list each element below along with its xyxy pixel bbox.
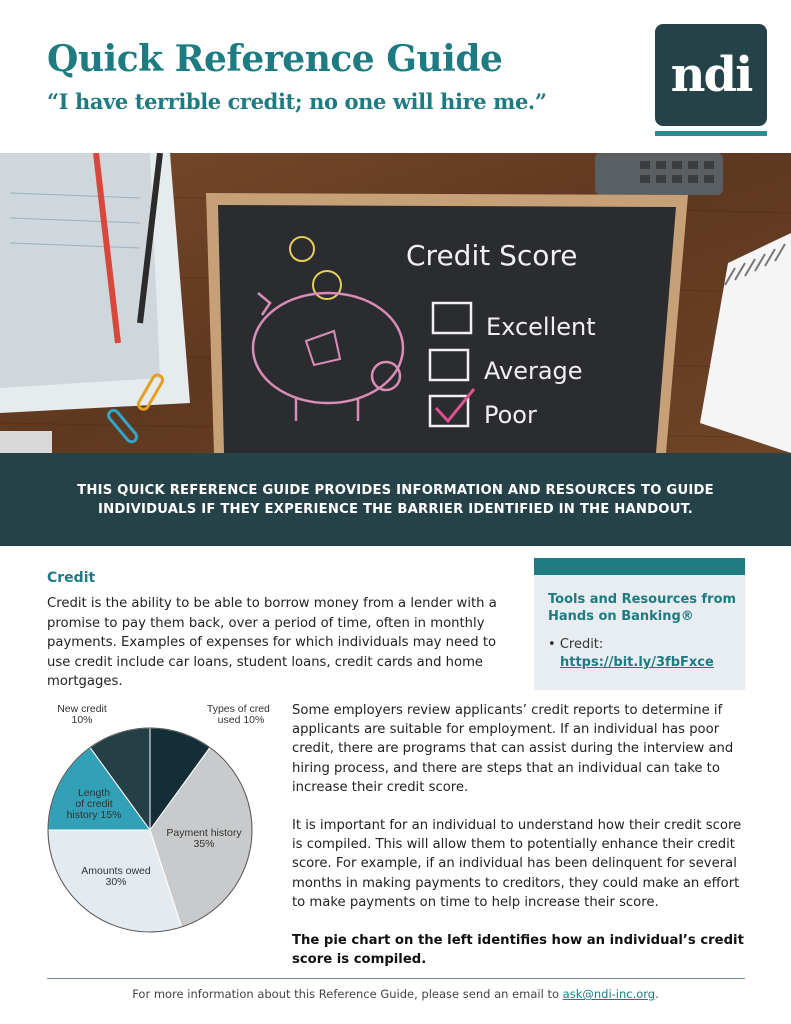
footer-text: For more information about this Reference Guide, please send an email to (132, 987, 559, 1001)
page-header (0, 0, 791, 152)
page-title: Quick Reference Guide (47, 38, 503, 80)
pie-chart-svg (40, 698, 270, 938)
bullet-icon: • (548, 637, 556, 652)
pie-label-2: Amounts owed 30% (81, 865, 151, 888)
chalk-title: Credit Score (406, 239, 578, 272)
logo-underline (655, 131, 767, 136)
tools-list-item (548, 636, 738, 672)
credit-heading: Credit (47, 570, 96, 586)
tools-panel-bar (534, 558, 745, 575)
main-text (292, 701, 750, 988)
tools-resources-panel (534, 558, 745, 690)
pie-label-1: Payment history 35% (166, 827, 242, 850)
tools-panel-title: Tools and Resources from Hands on Banking® (548, 592, 737, 624)
pie-label-4: New credit 10% (57, 703, 107, 726)
paragraph-compiled: It is important for an individual to understand how their credit score is compiled. This will allow them to potentially enhance their credit score. For example, if an individual has been delinquent for several months in making payments to creditors, they could make an effort to make payments on time to help increase their score. (292, 818, 742, 910)
hero-illustration (0, 153, 791, 453)
info-banner (0, 453, 791, 546)
hero-image (0, 153, 791, 453)
page-subtitle: “I have terrible credit; no one will hire me.” (47, 89, 547, 114)
credit-score-pie-chart (40, 698, 270, 938)
pie-label-3: Length of credit history 15% (66, 787, 122, 821)
paragraph-employers: Some employers review applicants’ credit reports to determine if applicants are suitable for employment. If an individual has poor credit, there are programs that can assist during the interview and hiring process, and there are steps that an individual can take to increase their credit score. (292, 703, 734, 795)
banner-text: THIS QUICK REFERENCE GUIDE PROVIDES INFORMATION AND RESOURCES TO GUIDE INDIVIDUALS IF THEY EXPERIENCE THE BARRIER IDENTIFIED IN THE HANDOUT. (77, 482, 714, 517)
tools-item-label: Credit: (559, 637, 604, 652)
pie-label-0: Types of credit used 10% (206, 703, 270, 726)
option-average: Average (484, 357, 583, 385)
contact-email-link[interactable]: ask@ndi-inc.org (562, 987, 656, 1001)
footer-period: . (655, 987, 659, 1001)
ndi-logo: ndi (655, 24, 767, 126)
credit-description: Credit is the ability to be able to borrow money from a lender with a promise to pay them back, over a period of time, often in monthly payments. Examples of expenses for which individuals may need to use credit include car loans, student loans, credit cards and home mortgages. (47, 596, 497, 689)
option-excellent: Excellent (486, 313, 596, 341)
footer (0, 987, 791, 1001)
footer-divider (47, 978, 745, 979)
option-poor: Poor (484, 401, 537, 429)
paragraph-pie-note: The pie chart on the left identifies how an individual’s credit score is compiled. (292, 933, 744, 968)
credit-resource-link[interactable]: https://bit.ly/3fbFxce (560, 655, 714, 670)
